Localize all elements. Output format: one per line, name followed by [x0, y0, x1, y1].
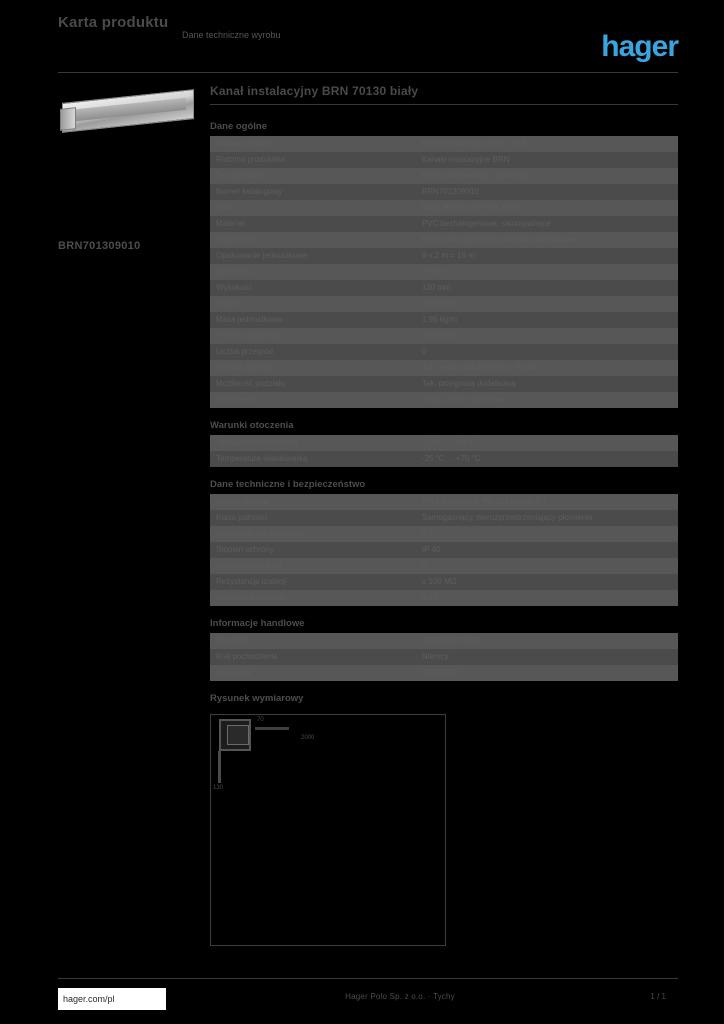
section-spacer	[210, 469, 678, 477]
spec-key: Możliwość podziału	[210, 376, 416, 392]
spec-table	[210, 633, 678, 681]
footer-divider	[58, 978, 678, 979]
spec-value: PVC bezhalogenowe, samogasnące	[416, 216, 678, 232]
spec-value: Kanał podstawowy z pokrywą	[416, 168, 678, 184]
table-row	[210, 649, 678, 665]
spec-value: Kanał instalacyjny BRN 70130	[416, 136, 678, 152]
section-heading: Informacje handlowe	[210, 618, 305, 629]
spec-key: Kolor	[210, 200, 416, 216]
header-divider	[58, 72, 678, 73]
table-row	[210, 168, 678, 184]
table-row	[210, 216, 678, 232]
spec-key: Wysokość	[210, 280, 416, 296]
table-row	[210, 665, 678, 681]
spec-key: Odporność na uderzenie	[210, 526, 416, 542]
spec-key: Stopień ochrony	[210, 542, 416, 558]
page-header	[58, 14, 678, 72]
spec-key: Długość	[210, 296, 416, 312]
section-commercial	[210, 616, 678, 681]
main-content	[210, 84, 678, 948]
drawing-label-width: 70	[257, 717, 264, 723]
page-title: Karta produktu	[58, 14, 169, 31]
spec-key: Kraj pochodzenia	[210, 649, 416, 665]
section-spacer	[210, 410, 678, 418]
section-heading: Dane ogólne	[210, 121, 268, 132]
table-row	[210, 312, 678, 328]
spec-key: Temperatura składowania	[210, 451, 416, 467]
table-row	[210, 435, 678, 451]
spec-value: 130 mm	[416, 280, 678, 296]
spec-value: 2000 mm	[416, 296, 678, 312]
product-end-cap	[60, 107, 76, 131]
table-row	[210, 296, 678, 312]
table-row	[210, 526, 678, 542]
spec-value: 39251000	[416, 665, 678, 681]
table-row	[210, 494, 678, 510]
dimensional-drawing	[210, 714, 446, 946]
spec-value: PN-EN 50085-1, PN-EN 50085-2-1	[416, 494, 678, 510]
table-row	[210, 574, 678, 590]
spec-value: -25 °C ... +70 °C	[416, 451, 678, 467]
spec-value: 2 kV	[416, 590, 678, 606]
spec-key: Numer katalogowy	[210, 184, 416, 200]
spec-key: Wykonanie	[210, 232, 416, 248]
section-heading: Rysunek wymiarowy	[210, 693, 304, 704]
drawing-dimension-horizontal	[255, 727, 289, 730]
spec-key: Liczba przegród	[210, 344, 416, 360]
spec-value: ≥ 100 MΩ	[416, 574, 678, 590]
drawing-label-length: 2000	[301, 735, 315, 741]
spec-value: 2 J	[416, 526, 678, 542]
spec-value: Śruby / kołki rozporowe	[416, 392, 678, 408]
spec-key: Nazwa produktu	[210, 136, 416, 152]
spec-value: BRN701309010	[416, 184, 678, 200]
spec-key: Norma wyrobu	[210, 494, 416, 510]
drawing-dimension-vertical	[218, 751, 221, 783]
spec-key: Masa jednostkowa	[210, 312, 416, 328]
product-image-column	[58, 86, 198, 140]
footer-page-number: 1 / 1	[650, 992, 666, 1001]
section-environment	[210, 418, 678, 467]
table-row	[210, 451, 678, 467]
spec-value: IP 40	[416, 542, 678, 558]
table-row	[210, 328, 678, 344]
table-row	[210, 136, 678, 152]
table-row	[210, 264, 678, 280]
spec-value: Tak, seria modułowa 50 x 50 mm	[416, 360, 678, 376]
table-row	[210, 510, 678, 526]
spec-key: Kod celny	[210, 665, 416, 681]
spec-key: Opakowanie jednostkowe	[210, 248, 416, 264]
table-row	[210, 184, 678, 200]
spec-key: Napięcie probiercze	[210, 590, 416, 606]
table-row	[210, 376, 678, 392]
spec-value: 8 x 2 m = 16 m	[416, 248, 678, 264]
spec-value: Samogasnący, nierozprzestrzeniający płomienia	[416, 510, 678, 526]
spec-value: Kanały instalacyjne BRN	[416, 152, 678, 168]
footer-company-info: Hager Polo Sp. z o.o. · Tychy	[345, 992, 455, 1001]
spec-value: 0	[416, 344, 678, 360]
spec-value: 1,95 kg/m	[416, 312, 678, 328]
product-photo	[58, 88, 198, 140]
section-heading: Warunki otoczenia	[210, 420, 294, 431]
reference-block	[58, 240, 198, 252]
table-row	[210, 542, 678, 558]
section-drawing	[210, 691, 678, 946]
section-general	[210, 119, 678, 408]
table-row	[210, 200, 678, 216]
spec-value: Kanał dwuczęściowy, pokrywa zatrzaskowa	[416, 232, 678, 248]
page-subtitle: Dane techniczne wyrobu	[182, 30, 281, 40]
spec-value: II	[416, 558, 678, 574]
section-heading: Dane techniczne i bezpieczeństwo	[210, 479, 366, 490]
table-row	[210, 360, 678, 376]
spec-key: Materiał	[210, 216, 416, 232]
reference-number: BRN701309010	[58, 240, 141, 252]
spec-key: Mocowanie	[210, 392, 416, 408]
table-row	[210, 344, 678, 360]
spec-table	[210, 494, 678, 606]
spec-key: Rezystancja izolacji	[210, 574, 416, 590]
spec-key: Kod EAN	[210, 633, 416, 649]
spec-key: Klasa palności	[210, 510, 416, 526]
product-title: Kanał instalacyjny BRN 70130 biały	[210, 84, 678, 105]
spec-table	[210, 435, 678, 467]
spec-key: Rodzina produktów	[210, 152, 416, 168]
spec-value: 7600 mm²	[416, 328, 678, 344]
spec-value: Niemcy	[416, 649, 678, 665]
footer-website-link[interactable]: hager.com/pl	[58, 988, 166, 1010]
spec-key: Szerokość	[210, 264, 416, 280]
spec-value: Tak, przegrodą dodatkową	[416, 376, 678, 392]
spec-value: 3250616701304	[416, 633, 678, 649]
spec-key: Typ produktu	[210, 168, 416, 184]
spec-key: Temperatura otoczenia	[210, 435, 416, 451]
spec-table	[210, 136, 678, 408]
section-spacer	[210, 683, 678, 691]
spec-key: Przekrój użytkowy	[210, 328, 416, 344]
spec-value: biały, zbliżony do RAL 9010	[416, 200, 678, 216]
table-row	[210, 152, 678, 168]
spec-value: 70 mm	[416, 264, 678, 280]
drawing-label-height: 130	[213, 785, 224, 791]
table-row	[210, 558, 678, 574]
drawing-profile-inner	[227, 725, 249, 745]
table-row	[210, 633, 678, 649]
table-row	[210, 392, 678, 408]
table-row	[210, 590, 678, 606]
table-row	[210, 248, 678, 264]
section-spacer	[210, 608, 678, 616]
spec-value: -5 °C ... +60 °C	[416, 435, 678, 451]
table-row	[210, 232, 678, 248]
table-row	[210, 280, 678, 296]
spec-key: Montaż osprzętu	[210, 360, 416, 376]
section-technical	[210, 477, 678, 606]
spec-key: Klasa ochronności	[210, 558, 416, 574]
brand-logo: hager	[601, 30, 678, 63]
